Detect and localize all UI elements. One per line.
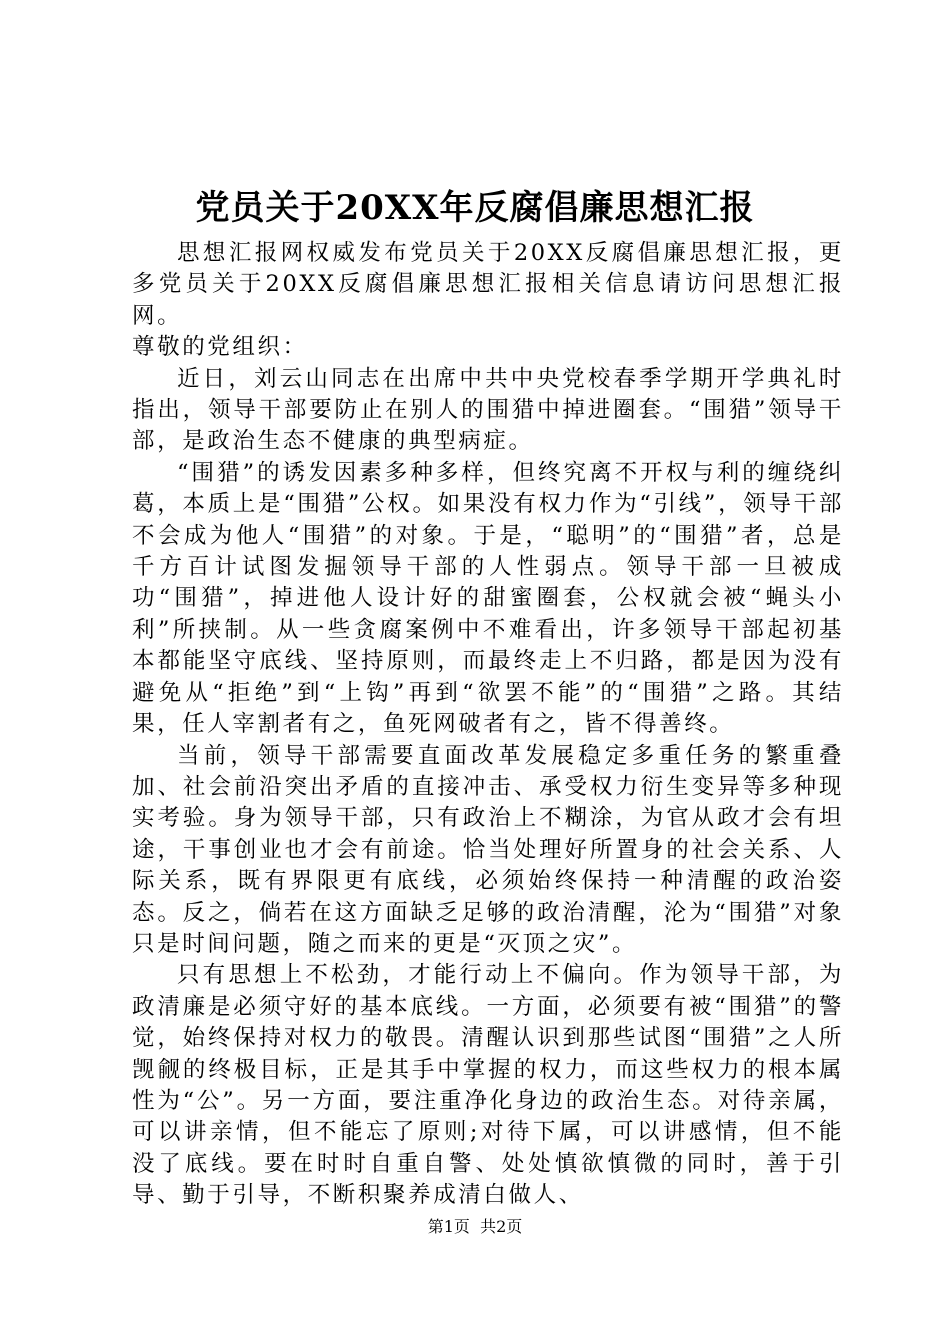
body-paragraph-1: 近日，刘云山同志在出席中共中央党校春季学期开学典礼时指出，领导干部要防止在别人的围猎中掉进圈套。“围猎”领导干部，是政治生态不健康的典型病症。 — [132, 365, 844, 455]
footer-separator — [470, 1217, 480, 1236]
salutation: 尊敬的党组织： — [132, 334, 308, 361]
page-footer — [0, 1216, 950, 1238]
page-total: 共2页 — [480, 1217, 523, 1236]
body-paragraph-4: 只有思想上不松劲，才能行动上不偏向。作为领导干部，为政清廉是必须守好的基本底线。一方面，必须要有被“围猎”的警觉，始终保持对权力的敬畏。清醒认识到那些试图“围猎”之人所觊觎的终极目标，正是其手中掌握的权力，而这些权力的根本属性为“公”。另一方面，要注重净化身边的政治生态。对待亲属，可以讲亲情，但不能忘了原则;对待下属，可以讲感情，但不能没了底线。要在时时自重自警、处处慎欲慎微的同时，善于引导、勤于引导，不断积聚养成清白做人、 — [132, 962, 844, 1209]
document-body — [132, 238, 844, 1212]
body-paragraph-2: “围猎”的诱发因素多种多样，但终究离不开权与利的缠绕纠葛，本质上是“围猎”公权。如果没有权力作为“引线”，领导干部不会成为他人“围猎”的对象。于是，“聪明”的“围猎”者，总是千方百计试图发掘领导干部的人性弱点。领导干部一旦被成功“围猎”，掉进他人设计好的甜蜜圈套，公权就会被“蝇头小利”所挟制。从一些贪腐案例中不难看出，许多领导干部起初基本都能坚守底线、坚持原则，而最终走上不归路，都是因为没有避免从“拒绝”到“上钩”再到“欲罢不能”的“围猎”之路。其结果，任人宰割者有之，鱼死网破者有之，皆不得善终。 — [132, 459, 844, 738]
intro-paragraph: 思想汇报网权威发布党员关于20XX反腐倡廉思想汇报，更多党员关于20XX反腐倡廉思想汇报相关信息请访问思想汇报网。 — [132, 240, 844, 329]
document-title: 党员关于20XX年反腐倡廉思想汇报 — [195, 188, 755, 228]
body-paragraph-3: 当前，领导干部需要直面改革发展稳定多重任务的繁重叠加、社会前沿突出矛盾的直接冲击、承受权力衍生变异等多种现实考验。身为领导干部，只有政治上不糊涂，为官从政才会有坦途，干事创业也才会有前途。恰当处理好所置身的社会关系、人际关系，既有界限更有底线，必须始终保持一种清醒的政治姿态。反之，倘若在这方面缺乏足够的政治清醒，沦为“围猎”对象只是时间问题，随之而来的更是“灭顶之灾”。 — [132, 742, 844, 957]
page-number: 第1页 — [427, 1217, 470, 1236]
